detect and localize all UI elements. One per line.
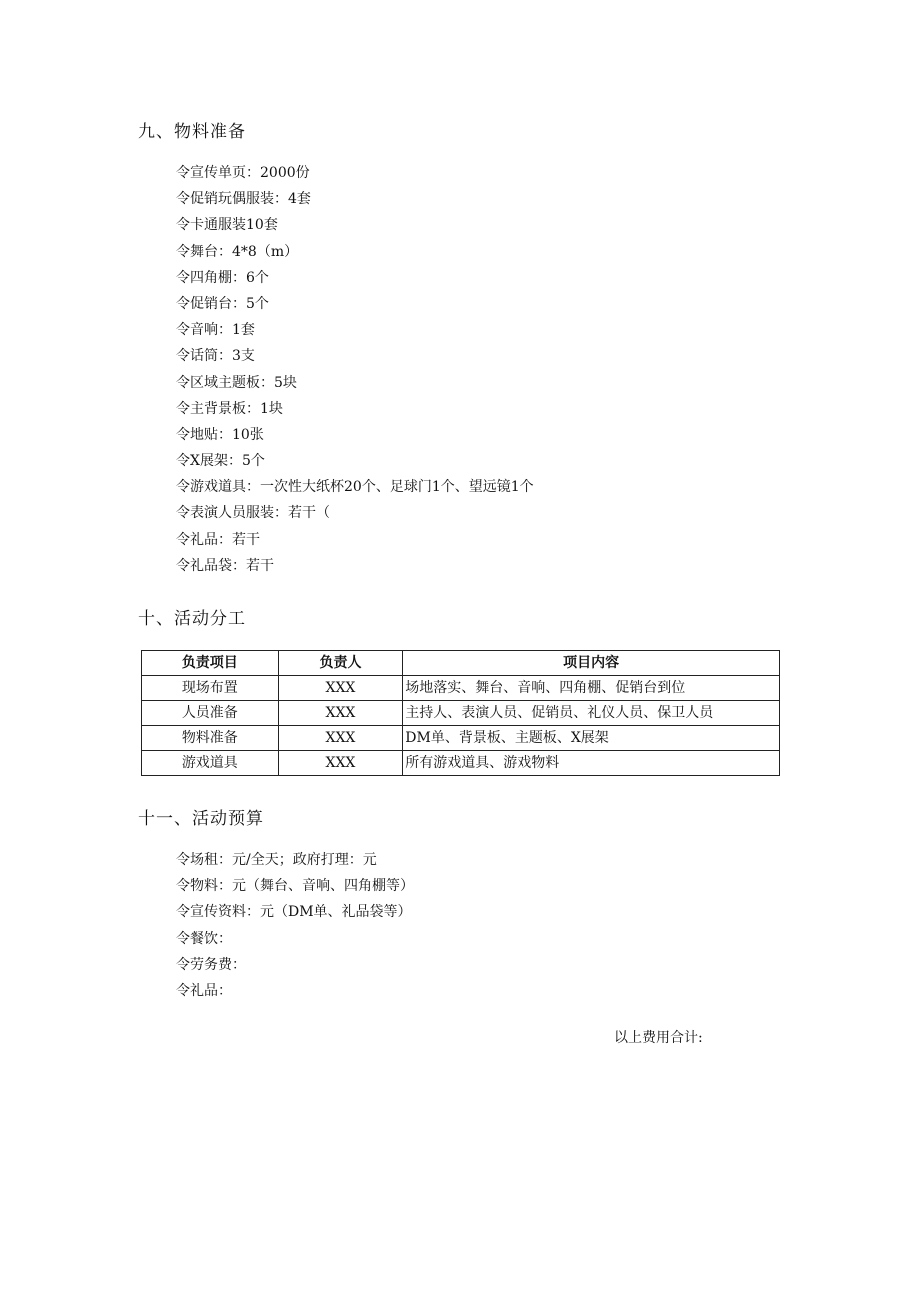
table-row <box>142 726 780 751</box>
table-row <box>142 676 780 701</box>
list-item: 令卡通服装10套 <box>176 217 278 234</box>
header-owner: 负责人 <box>278 651 403 676</box>
table-cell: 现场布置 <box>142 676 279 701</box>
list-item: 令四角棚：6个 <box>176 269 269 286</box>
list-item: 令音响：1套 <box>176 322 255 339</box>
budget-list <box>176 847 414 1004</box>
list-item: 令舞台：4*8（m） <box>176 243 299 260</box>
table-row <box>142 751 780 776</box>
list-item: 令促销台：5个 <box>176 295 269 312</box>
list-item: 令地贴：10张 <box>176 426 264 443</box>
section-9-title: 九、物料准备 <box>138 122 246 142</box>
materials-list <box>176 160 534 579</box>
table-cell: 所有游戏道具、游戏物料 <box>403 751 780 776</box>
list-item: 令区域主题板：5块 <box>176 374 297 391</box>
table-cell: XXX <box>278 751 403 776</box>
table-cell: 主持人、表演人员、促销员、礼仪人员、保卫人员 <box>403 701 780 726</box>
table-cell: 游戏道具 <box>142 751 279 776</box>
header-content: 项目内容 <box>403 651 780 676</box>
header-task: 负责项目 <box>142 651 279 676</box>
list-item: 令主背景板：1块 <box>176 400 283 417</box>
table-cell: 场地落实、舞台、音响、四角棚、促销台到位 <box>403 676 780 701</box>
list-item: 令宣传资料：元（DM单、礼品袋等） <box>176 904 412 921</box>
table-cell: XXX <box>278 676 403 701</box>
section-10-title: 十、活动分工 <box>138 609 246 629</box>
list-item: 令礼品： <box>176 982 232 999</box>
list-item: 令X展架：5个 <box>176 453 265 470</box>
list-item: 令宣传单页：2000份 <box>176 165 310 181</box>
table-cell: 物料准备 <box>142 726 279 751</box>
list-item: 令场租：元/全天；政府打理：元 <box>176 852 377 868</box>
list-item: 令劳务费： <box>176 956 246 973</box>
section-11-title: 十一、活动预算 <box>138 809 264 829</box>
list-item: 令礼品：若干 <box>176 531 260 548</box>
table-cell: DM单、背景板、主题板、X展架 <box>403 726 780 751</box>
list-item: 令话筒：3支 <box>176 348 255 365</box>
budget-total-label: 以上费用合计: <box>614 1030 703 1046</box>
table-cell: XXX <box>278 726 403 751</box>
table-row <box>142 701 780 726</box>
list-item: 令游戏道具：一次性大纸杯20个、足球门1个、望远镜1个 <box>176 479 534 496</box>
list-item: 令礼品袋：若干 <box>176 557 274 574</box>
list-item: 令表演人员服装：若干（ <box>176 505 330 522</box>
table-header-row <box>142 651 780 676</box>
duty-table <box>141 650 780 776</box>
table-cell: 人员准备 <box>142 701 279 726</box>
table-cell: XXX <box>278 701 403 726</box>
list-item: 令促销玩偶服装：4套 <box>176 191 311 208</box>
list-item: 令物料：元（舞台、音响、四角棚等） <box>176 878 414 895</box>
list-item: 令餐饮： <box>176 930 232 947</box>
